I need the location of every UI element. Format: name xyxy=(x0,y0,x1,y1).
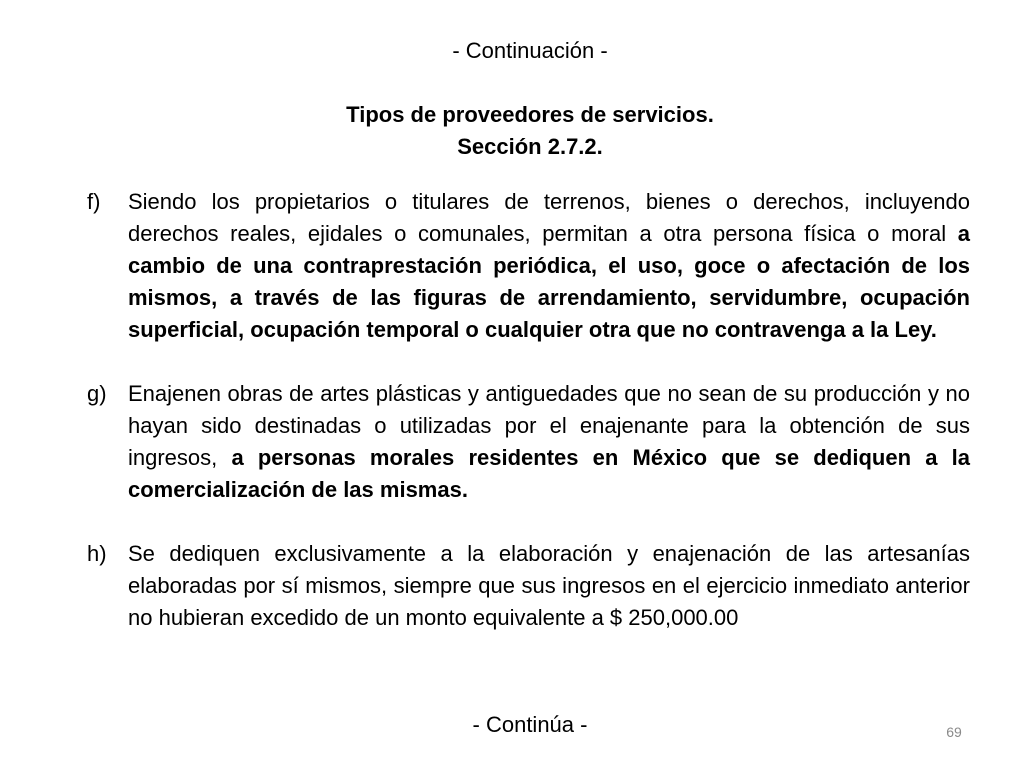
list-item-text-bold: a cambio de una contraprestación periódica, el uso, goce o afectación de los mismos, a través de las figuras de arrendamiento, servidumbre, ocupación superficial, ocupación temporal o cualquier otra que no contravenga a la Ley. xyxy=(128,221,970,342)
continues-footer: - Continúa - xyxy=(472,712,588,737)
list-item-text-bold: a personas morales residentes en México que se dediquen a la comercialización de las mismas. xyxy=(128,445,970,502)
list-item-f xyxy=(87,186,970,346)
list-item-text xyxy=(128,538,970,634)
list-item-text xyxy=(128,378,970,506)
list-item-marker: f) xyxy=(87,189,101,214)
list-item-text-plain: Siendo los propietarios o titulares de terrenos, bienes o derechos, incluyendo derechos reales, ejidales o comunales, permitan a otra persona física o moral xyxy=(128,189,970,246)
list-item-text-plain: Enajenen obras de artes plásticas y antiguedades que no sean de su producción y no hayan sido destinadas o utilizadas por el enajenante para la obtención de sus ingresos, xyxy=(128,381,970,470)
section-title-line-2: Sección 2.7.2. xyxy=(457,134,603,159)
list-item-marker: h) xyxy=(87,541,107,566)
section-title-line-1: Tipos de proveedores de servicios. xyxy=(346,102,714,127)
list-item-h xyxy=(87,538,970,634)
page-number: 69 xyxy=(946,724,962,740)
section-title xyxy=(0,99,1024,163)
continuation-header: - Continuación - xyxy=(452,38,608,63)
list-item-marker: g) xyxy=(87,381,107,406)
item-list xyxy=(87,186,970,666)
list-item-text-plain: Se dediquen exclusivamente a la elaboración y enajenación de las artesanías elaboradas por sí mismos, siempre que sus ingresos en el ejercicio inmediato anterior no hubieran excedido de un monto equivalente a $ 250,000.00 xyxy=(128,541,970,630)
list-item-g xyxy=(87,378,970,506)
list-item-text xyxy=(128,186,970,346)
